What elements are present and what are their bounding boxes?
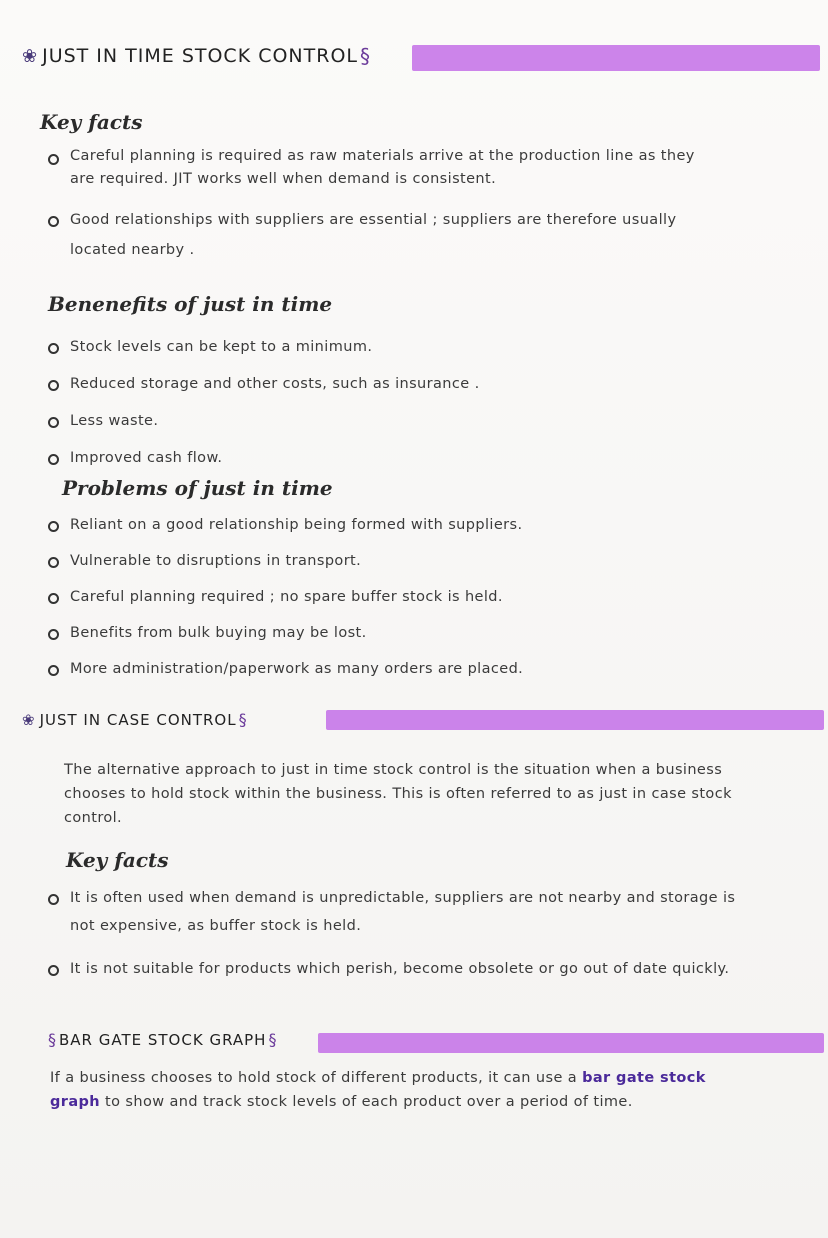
bullet-icon <box>48 894 59 905</box>
jit-key-facts-heading: Key facts <box>40 110 143 134</box>
jit-benefits-list <box>40 334 788 472</box>
bullet-icon <box>48 557 59 568</box>
jic-section-heading <box>22 710 248 729</box>
highlighter-bar <box>326 710 824 730</box>
bullet-icon <box>48 965 59 976</box>
list-item: It is not suitable for products which perish, become obsolete or go out of date quickly. <box>40 954 738 984</box>
highlighter-bar <box>318 1033 824 1053</box>
bar-gate-intro: If a business chooses to hold stock of different products, it can use a bar gate stock graph to show and track stock levels of each product over a period of time. <box>50 1070 706 1110</box>
list-item: Improved cash flow. <box>40 445 788 472</box>
bullet-icon <box>48 154 59 165</box>
jit-title: JUST IN TIME STOCK CONTROL <box>42 45 358 67</box>
list-item: It is often used when demand is unpredictable, suppliers are not nearby and storage is not expensive, as buffer stock is held. <box>40 884 738 940</box>
list-item: Reliant on a good relationship being formed with suppliers. <box>40 512 788 539</box>
sprout-doodle-icon: ❀ <box>22 710 36 729</box>
bullet-icon <box>48 454 59 465</box>
bullet-icon <box>48 380 59 391</box>
bullet-icon <box>48 216 59 227</box>
bullet-icon <box>48 343 59 354</box>
bar-gate-section-heading <box>46 1030 277 1049</box>
curl-doodle-icon: § <box>48 1030 57 1049</box>
jit-problems-list <box>40 512 788 683</box>
curl-doodle-icon: § <box>268 1030 278 1049</box>
list-item: More administration/paperwork as many orders are placed. <box>40 656 788 683</box>
list-item: Benefits from bulk buying may be lost. <box>40 620 788 647</box>
jic-key-facts-list <box>40 884 738 984</box>
list-item: Careful planning required ; no spare buffer stock is held. <box>40 584 788 611</box>
curl-doodle-icon: § <box>359 44 371 68</box>
jic-intro: The alternative approach to just in time stock control is the situation when a business chooses to hold stock within the business. This is often referred to as just in case stock control. <box>64 762 732 826</box>
sprout-doodle-icon: ❀ <box>22 45 39 67</box>
jit-benefits-heading: Benenefits of just in time <box>48 292 333 316</box>
list-item: Reduced storage and other costs, such as insurance . <box>40 371 788 398</box>
jic-title: JUST IN CASE CONTROL <box>39 710 237 729</box>
bullet-icon <box>48 417 59 428</box>
jit-section-heading <box>22 44 371 68</box>
jic-key-facts-heading: Key facts <box>66 848 169 872</box>
bullet-icon <box>48 521 59 532</box>
list-item: Less waste. <box>40 408 788 435</box>
bullet-icon <box>48 665 59 676</box>
list-item: Good relationships with suppliers are essential ; suppliers are therefore usually located nearby . <box>40 205 708 265</box>
jit-key-facts-list <box>40 145 708 265</box>
list-item: Careful planning is required as raw materials arrive at the production line as they are required. JIT works well when demand is consistent. <box>40 145 708 191</box>
bullet-icon <box>48 593 59 604</box>
list-item: Stock levels can be kept to a minimum. <box>40 334 788 361</box>
jit-problems-heading: Problems of just in time <box>62 476 333 500</box>
list-item: Vulnerable to disruptions in transport. <box>40 548 788 575</box>
bullet-icon <box>48 629 59 640</box>
curl-doodle-icon: § <box>238 710 248 729</box>
bar-gate-term: bar gate stock graph <box>50 1070 706 1110</box>
bar-gate-title: BAR GATE STOCK GRAPH <box>59 1030 267 1049</box>
highlighter-bar <box>412 45 820 71</box>
